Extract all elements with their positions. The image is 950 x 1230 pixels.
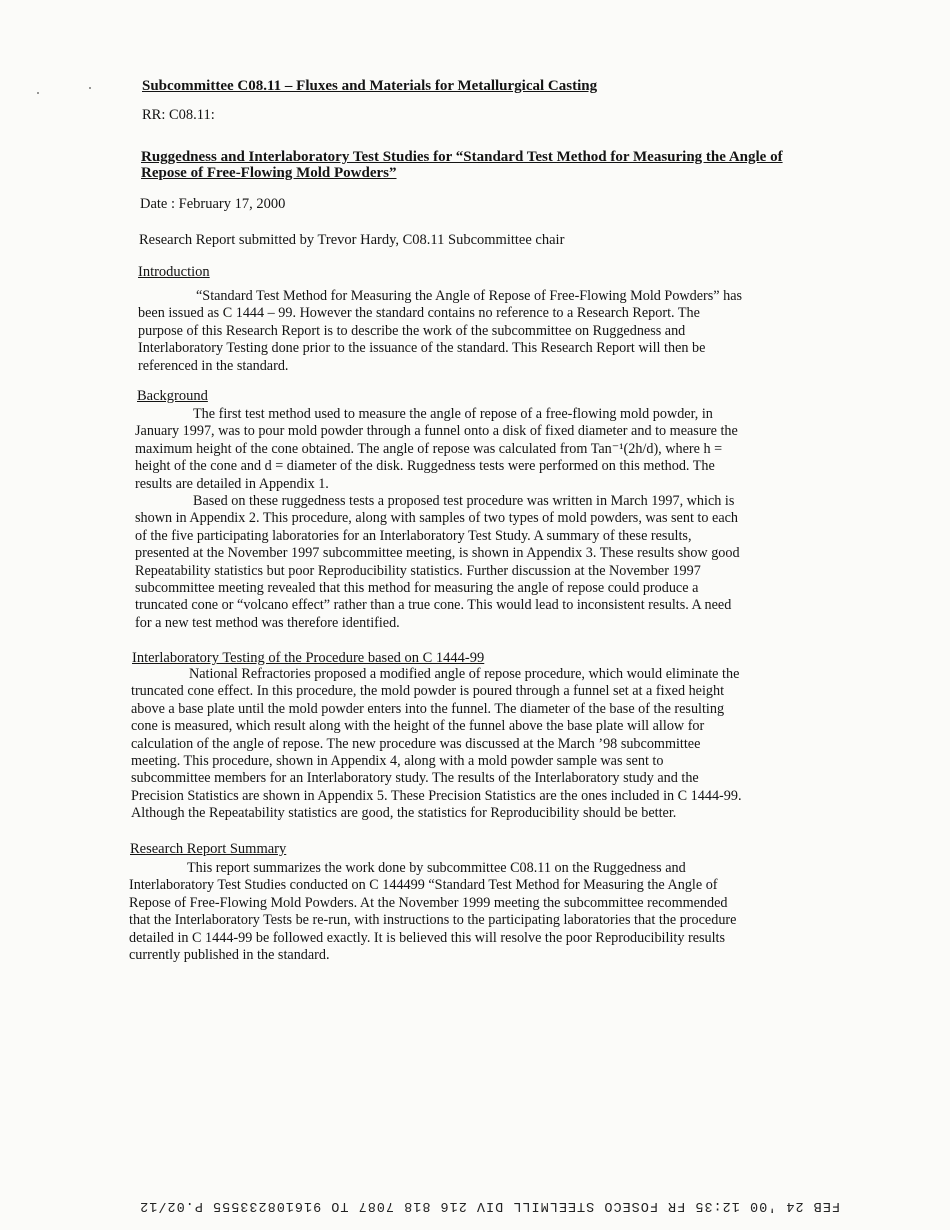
- text-line: Repose of Free-Flowing Mold Powders. At the November 1999 meeting the subcommittee recommended: [129, 894, 728, 911]
- text-line: that the Interlaboratory Tests be re-run, with instructions to the participating laboratories that the procedure: [129, 912, 737, 929]
- section-body-introduction: [138, 288, 742, 375]
- subcommittee-title: Subcommittee C08.11 – Fluxes and Materials for Metallurgical Casting: [142, 78, 598, 94]
- text-line: height of the cone and d = diameter of the disk. Ruggedness tests were performed on this method. The: [135, 458, 715, 475]
- text-line: truncated cone or “volcano effect” rather than a true cone. This would lead to inconsistent results. A need: [135, 597, 732, 614]
- section-heading-introduction: Introduction: [138, 264, 210, 280]
- fax-header: FEB 24 '00 12:35 FR FOSECO STEELMILL DIV 216 818 7087 TO 916108233555 P.02/12: [139, 1198, 840, 1213]
- report-title-line: Repose of Free-Flowing Mold Powders”: [141, 165, 397, 181]
- section-body-background: [135, 406, 740, 632]
- text-line: purpose of this Research Report is to describe the work of the subcommittee on Ruggedness and: [138, 322, 686, 339]
- submitted-by: Research Report submitted by Trevor Hardy, C08.11 Subcommittee chair: [139, 232, 565, 248]
- scan-speck: [89, 87, 91, 89]
- text-line: calculation of the angle of repose. The new procedure was discussed at the March ’98 subcommittee: [131, 735, 701, 752]
- text-line: Based on these ruggedness tests a proposed test procedure was written in March 1997, which is: [193, 493, 735, 510]
- report-title-line: Ruggedness and Interlaboratory Test Studies for “Standard Test Method for Measuring the Angle of: [141, 149, 783, 165]
- text-line: This report summarizes the work done by subcommittee C08.11 on the Ruggedness and: [187, 860, 686, 876]
- text-line: referenced in the standard.: [138, 357, 289, 374]
- section-heading-interlaboratory-testing: Interlaboratory Testing of the Procedure based on C 1444-99: [132, 650, 485, 666]
- text-line: presented at the November 1997 subcommittee meeting, is shown in Appendix 3. These results show good: [135, 545, 740, 562]
- text-line: detailed in C 1444-99 be followed exactly. It is believed this will resolve the poor Reproducibility results: [129, 929, 726, 946]
- text-line: of the five participating laboratories for an Interlaboratory Test Study. A summary of these results,: [135, 527, 692, 544]
- text-line: “Standard Test Method for Measuring the Angle of Repose of Free-Flowing Mold Powders” has: [196, 288, 743, 304]
- text-line: been issued as C 1444 – 99. However the standard contains no reference to a Research Report. The: [138, 305, 700, 322]
- text-line: truncated cone effect. In this procedure, the mold powder is poured through a funnel set at a fixed height: [131, 683, 725, 700]
- text-line: subcommittee meeting revealed that this method for measuring the angle of repose could produce a: [135, 580, 699, 597]
- section-body-interlaboratory-testing: [131, 666, 742, 823]
- text-line: currently published in the standard.: [129, 947, 330, 964]
- text-line: The first test method used to measure the angle of repose of a free-flowing mold powder, in: [193, 406, 713, 422]
- text-line: meeting. This procedure, shown in Appendix 4, along with a mold powder sample was sent to: [131, 753, 664, 770]
- section-body-research-report-summary: [129, 860, 736, 964]
- text-line: shown in Appendix 2. This procedure, along with samples of two types of mold powders, was sent to each: [135, 510, 739, 527]
- text-line: Interlaboratory Test Studies conducted on C 144499 “Standard Test Method for Measuring the Angle of: [129, 877, 718, 894]
- text-line: January 1997, was to pour mold powder through a funnel onto a disk of fixed diameter and to measure the: [135, 423, 738, 440]
- text-line: Repeatability statistics but poor Reproducibility statistics. Further discussion at the November 1997: [135, 562, 701, 579]
- rr-number: RR: C08.11:: [142, 107, 215, 123]
- scan-speck: [37, 92, 39, 94]
- section-heading-background: Background: [137, 388, 208, 404]
- text-line: subcommittee members for an Interlaboratory study. The results of the Interlaboratory study and the: [131, 770, 699, 787]
- text-line: for a new test method was therefore identified.: [135, 614, 400, 631]
- report-date: Date : February 17, 2000: [140, 196, 286, 212]
- text-line: above a base plate until the mold powder enters into the funnel. The diameter of the base of the resulting: [131, 700, 725, 717]
- section-heading-research-report-summary: Research Report Summary: [130, 841, 287, 857]
- report-title: [141, 148, 783, 182]
- text-line: Interlaboratory Testing done prior to the issuance of the standard. This Research Report will then be: [138, 340, 706, 357]
- text-line: results are detailed in Appendix 1.: [135, 475, 329, 492]
- text-line: maximum height of the cone obtained. The angle of repose was calculated from Tan⁻¹(2h/d), where h =: [135, 440, 723, 457]
- text-line: Precision Statistics are shown in Appendix 5. These Precision Statistics are the ones included in C 1444-99.: [131, 787, 742, 804]
- text-line: Although the Repeatability statistics are good, the statistics for Reproducibility should be better.: [131, 805, 677, 822]
- text-line: National Refractories proposed a modified angle of repose procedure, which would eliminate the: [189, 666, 740, 682]
- text-line: cone is measured, which result along with the height of the funnel above the base plate will allow for: [131, 718, 705, 735]
